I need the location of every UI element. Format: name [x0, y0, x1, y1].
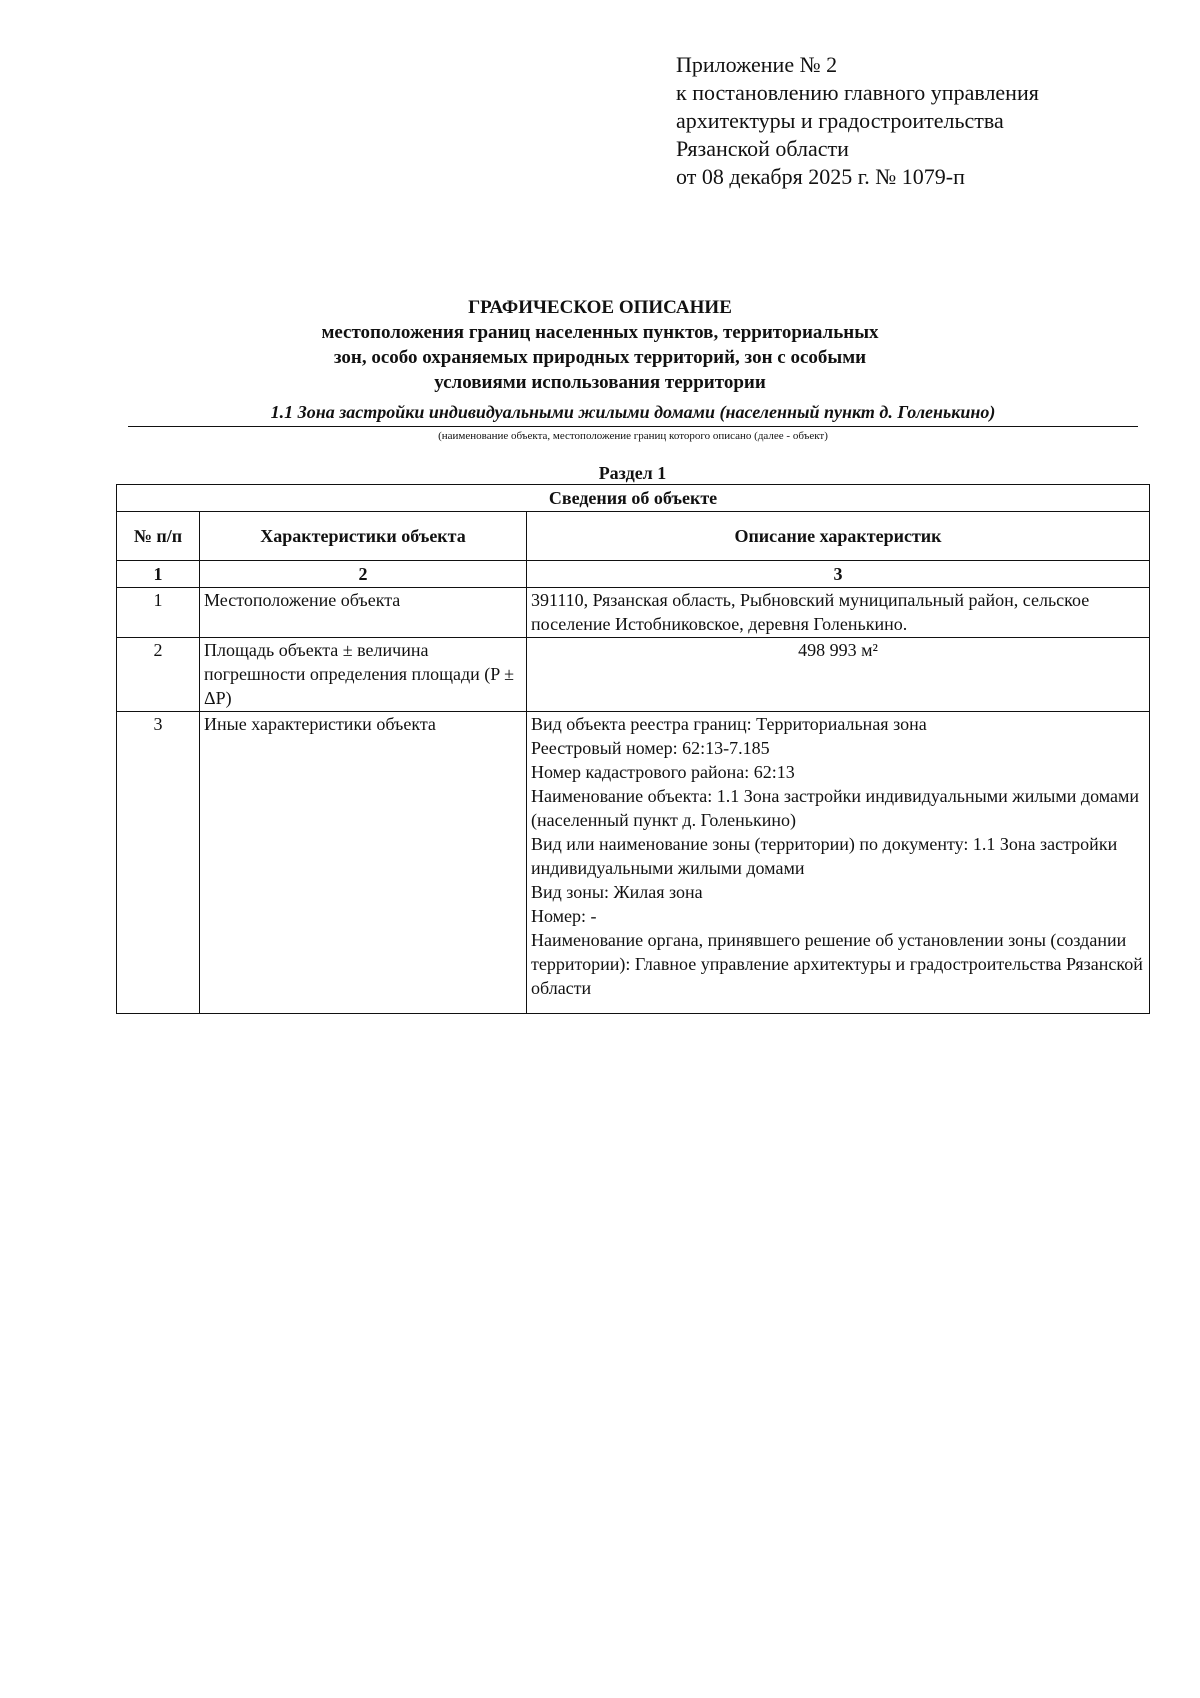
table-row — [117, 588, 1150, 638]
appendix-line: Приложение № 2 — [676, 52, 838, 77]
table-row — [117, 638, 1150, 712]
row-description — [527, 712, 1150, 1014]
title-line: условиями использования территории — [434, 372, 766, 393]
section-title: Раздел 1 — [598, 463, 667, 483]
appendix-header — [676, 51, 1156, 191]
column-number-row — [117, 561, 1150, 588]
table-caption: Сведения об объекте — [117, 485, 1150, 512]
row-number: 1 — [117, 588, 200, 638]
appendix-line: от 08 декабря 2025 г. № 1079-п — [676, 164, 965, 189]
row-description — [527, 638, 1150, 712]
object-name-note: (наименование объекта, местоположение границ которого описано (далее - объект) — [438, 430, 828, 442]
row-characteristic: Площадь объекта ± величина погрешности определения площади (P ± ΔP) — [200, 638, 527, 712]
table-row — [117, 712, 1150, 1014]
title-line: ГРАФИЧЕСКОЕ ОПИСАНИЕ — [468, 297, 732, 318]
row-characteristic: Иные характеристики объекта — [200, 712, 527, 1014]
document-title — [100, 295, 1100, 395]
table-header-row — [117, 512, 1150, 561]
appendix-line: Рязанской области — [676, 136, 849, 161]
object-info-table — [116, 484, 1150, 1014]
description-line: Номер: - — [531, 906, 597, 926]
row-number: 2 — [117, 638, 200, 712]
row-description — [527, 588, 1150, 638]
description-line: Вид зоны: Жилая зона — [531, 882, 703, 902]
row-characteristic: Местоположение объекта — [200, 588, 527, 638]
object-name: 1.1 Зона застройки индивидуальными жилыми домами (населенный пункт д. Голенькино) — [128, 400, 1138, 427]
appendix-line: к постановлению главного управления — [676, 80, 1039, 105]
description-line: 498 993 м² — [798, 640, 878, 660]
table-caption-row — [117, 485, 1150, 512]
column-number: 2 — [200, 561, 527, 588]
description-line: Наименование органа, принявшего решение об установлении зоны (создании территории): Главное управление архитектуры и градостроительства Рязанской области — [531, 930, 1143, 998]
header-number: № п/п — [117, 512, 200, 561]
description-line: Наименование объекта: 1.1 Зона застройки индивидуальными жилыми домами (населенный пункт д. Голенькино) — [531, 786, 1140, 830]
header-characteristic: Характеристики объекта — [200, 512, 527, 561]
column-number: 3 — [527, 561, 1150, 588]
row-number: 3 — [117, 712, 200, 1014]
title-line: зон, особо охраняемых природных территорий, зон с особыми — [333, 347, 867, 368]
description-line: Вид или наименование зоны (территории) по документу: 1.1 Зона застройки индивидуальными жилыми домами — [531, 834, 1118, 878]
appendix-line: архитектуры и градостроительства — [676, 108, 1004, 133]
description-line: Вид объекта реестра границ: Территориальная зона — [531, 714, 927, 734]
description-line: Номер кадастрового района: 62:13 — [531, 762, 795, 782]
description-line: 391110, Рязанская область, Рыбновский муниципальный район, сельское поселение Истобниковское, деревня Голенькино. — [531, 590, 1090, 634]
header-description: Описание характеристик — [527, 512, 1150, 561]
column-number: 1 — [117, 561, 200, 588]
description-line: Реестровый номер: 62:13-7.185 — [531, 738, 770, 758]
title-line: местоположения границ населенных пунктов, территориальных — [321, 322, 879, 343]
